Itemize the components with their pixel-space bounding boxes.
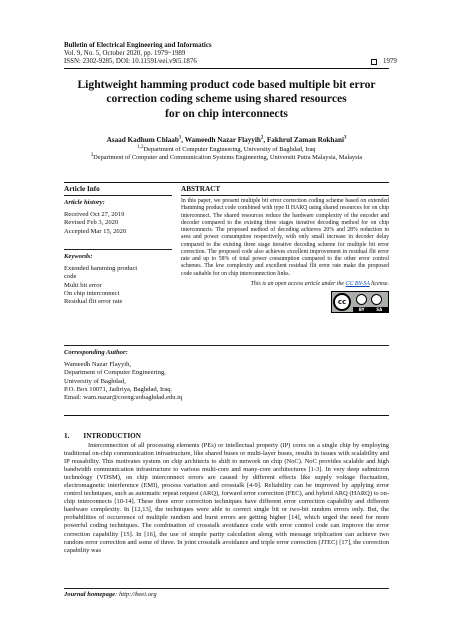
article-history [64,199,172,236]
affiliation-2-mark: 3 [90,152,94,158]
corresponding-name: Wameedh Nazar Flayyih, [64,361,132,369]
cc-by-sa-badge[interactable] [331,291,389,313]
keyword-4: Residual flit error rate [64,298,123,306]
corresponding-top-rule [64,345,389,346]
cc-icon-text: cc [337,298,347,306]
badge-sa-label: SA [376,307,383,312]
corresponding-email[interactable]: Email: wam.nazar@coeng.uobaghdad.edu.iq [64,394,183,402]
share-alike-icon [371,294,382,305]
affiliation-1-text: Department of Computer Engineering, University of Baghdad, Iraq [143,146,316,153]
paper-title [40,78,413,121]
open-access-note [181,281,389,287]
info-heading-rule [64,195,172,196]
keyword-1a: Extended hamming product [64,265,138,273]
received-date: Received Oct 27, 2019 [64,211,125,219]
corresponding-author [64,349,264,402]
running-header [64,42,212,67]
title-line-3: for on chip interconnects [165,106,288,120]
author-3: , Fakhrul Zaman Rokhani [263,136,344,144]
author-2-affil: 2 [260,135,264,141]
section-top-rule [64,182,389,183]
abstract-text: In this paper, we present multiple bit error correction coding scheme based on extended Hamming product code combined with type II HARQ using shared resources for on chip interconnect. The shared resources reduce the hardware complexity of the encoder and decoder compared to the existing three stages iterative decoding method for on chip interconnects. The proposed method of decoding achieves 20% and 28% reduction in area and power consumption respectively, with only small increase in decoder delay compared to the existing three stage iterative decoding scheme for multiple bit error correction. The proposed code also achieves excellent improvement in residual flit error rate and up to 58% of total power consumption compared to the other error control schemes. The low complexity and excellent residual flit error rate make the proposed code suitable for on chip interconnection links. [181,198,389,277]
author-3-affil: 3 [344,135,347,141]
keywords-label: Keywords: [64,253,93,260]
revised-date: Revised Feb 3, 2020 [64,219,119,227]
attribution-icon [356,294,367,305]
abstract-heading-rule [181,195,389,196]
author-1: Asaad Kadhum Chlaab [106,136,179,144]
front-matter-bottom-rule [64,415,389,416]
keyword-3: On chip interconnect [64,289,120,297]
square-icon [371,59,377,65]
corresponding-label: Corresponding Author: [64,349,128,356]
keywords-block [64,253,172,306]
title-line-2: correction coding scheme using shared resources [106,92,347,106]
section-title: INTRODUCTION [83,432,141,440]
page-number: 1979 [383,58,397,65]
affiliation-2-text: Department of Computer and Communication Systems Engineering, Universiti Putra Malaysia, Malaysia [93,154,363,161]
footer [64,591,157,598]
journal-name: Bulletin of Electrical Engineering and Informatics [64,42,212,49]
abstract-heading: ABSTRACT [181,185,221,193]
affiliation-1 [30,146,423,154]
author-list [30,136,423,144]
corresponding-address: P.O. Box 10071, Jadiriya, Baghdad, Iraq. [64,385,173,393]
header-rule [64,68,389,69]
accepted-date: Accepted Mar 15, 2020 [64,227,127,235]
open-access-suffix: license. [369,281,389,287]
license-strip [353,307,388,312]
introduction-heading [64,432,155,440]
footer-label: Journal homepage [64,591,116,598]
footer-url[interactable]: : http://beei.org [115,591,157,598]
footer-rule [64,588,389,589]
badge-by-label: BY [358,307,365,312]
corresponding-dept: Department of Computer Engineering, [64,369,166,377]
author-1-affil: 1 [178,135,182,141]
keyword-2: Multi bit error [64,281,102,289]
creative-commons-icon [333,293,351,311]
affiliation-1-mark: 1,2 [137,144,144,150]
section-number: 1. [64,432,70,440]
title-line-1: Lightweight hamming product code based multiple bit error [77,78,376,91]
affiliation-2 [30,154,423,162]
issn-line: ISSN: 2302-9285, DOI: 10.11591/eei.v9i5.1876 [64,58,197,66]
corresponding-university: University of Baghdad, [64,377,126,385]
history-rule [64,249,172,250]
license-link[interactable]: CC BY-SA [345,281,370,287]
open-access-prefix: This is an open access article under the [250,281,346,287]
page-number-block [371,58,397,65]
history-label: Article history: [64,199,105,206]
volume-line: Vol. 9, No. 5, October 2020, pp. 1979~1989 [64,50,186,58]
author-2: , Wameedh Nazar Flayyih [181,136,261,144]
introduction-text: Interconnection of all processing elements (PEs) or intellectual property (IP) cores on a single chip by employing traditional on-chip communication infrastructure, like shared buses or multi-layer buses, results in issues with scalability and IP reusability. This motivates system on chip architects to shift to network on chip (NoC). NoC provides scalable and high bandwidth communication infrastructure to various multi-core and many-core architectures [1-3]. In very deep submicron technology (VDSM), on chip interconnect errors are caused by different effects like supply voltage fluctuation, electromagnetic interference (EMI), process variation and crosstalk [4-9]. Reliability can be improved by applying error control techniques, such as automatic repeat request (ARQ), forward error correction (FEC), and hybrid ARQ (HARQ) to on-chip interconnects [10-14]. These three error correction techniques have different error correction capability and different hardware complexity. In [12,13], the techniques were able to correct single bit or two-bit random errors only. But, the probabilities of occurrence of multiple random and burst errors are getting higher [14], which urged the need for more powerful coding techniques. The combination of crosstalk avoidance code with error control code can improve the error correction capability [15]. In [16], the use of simple parity calculation along with message triplication can achieve two random error correction and some of three. In joint crosstalk avoidance and triple error correction (JTEC) [17], the correction capability was [64,442,389,554]
article-info-heading: Article Info [64,185,100,193]
keyword-1b: code [64,273,77,281]
